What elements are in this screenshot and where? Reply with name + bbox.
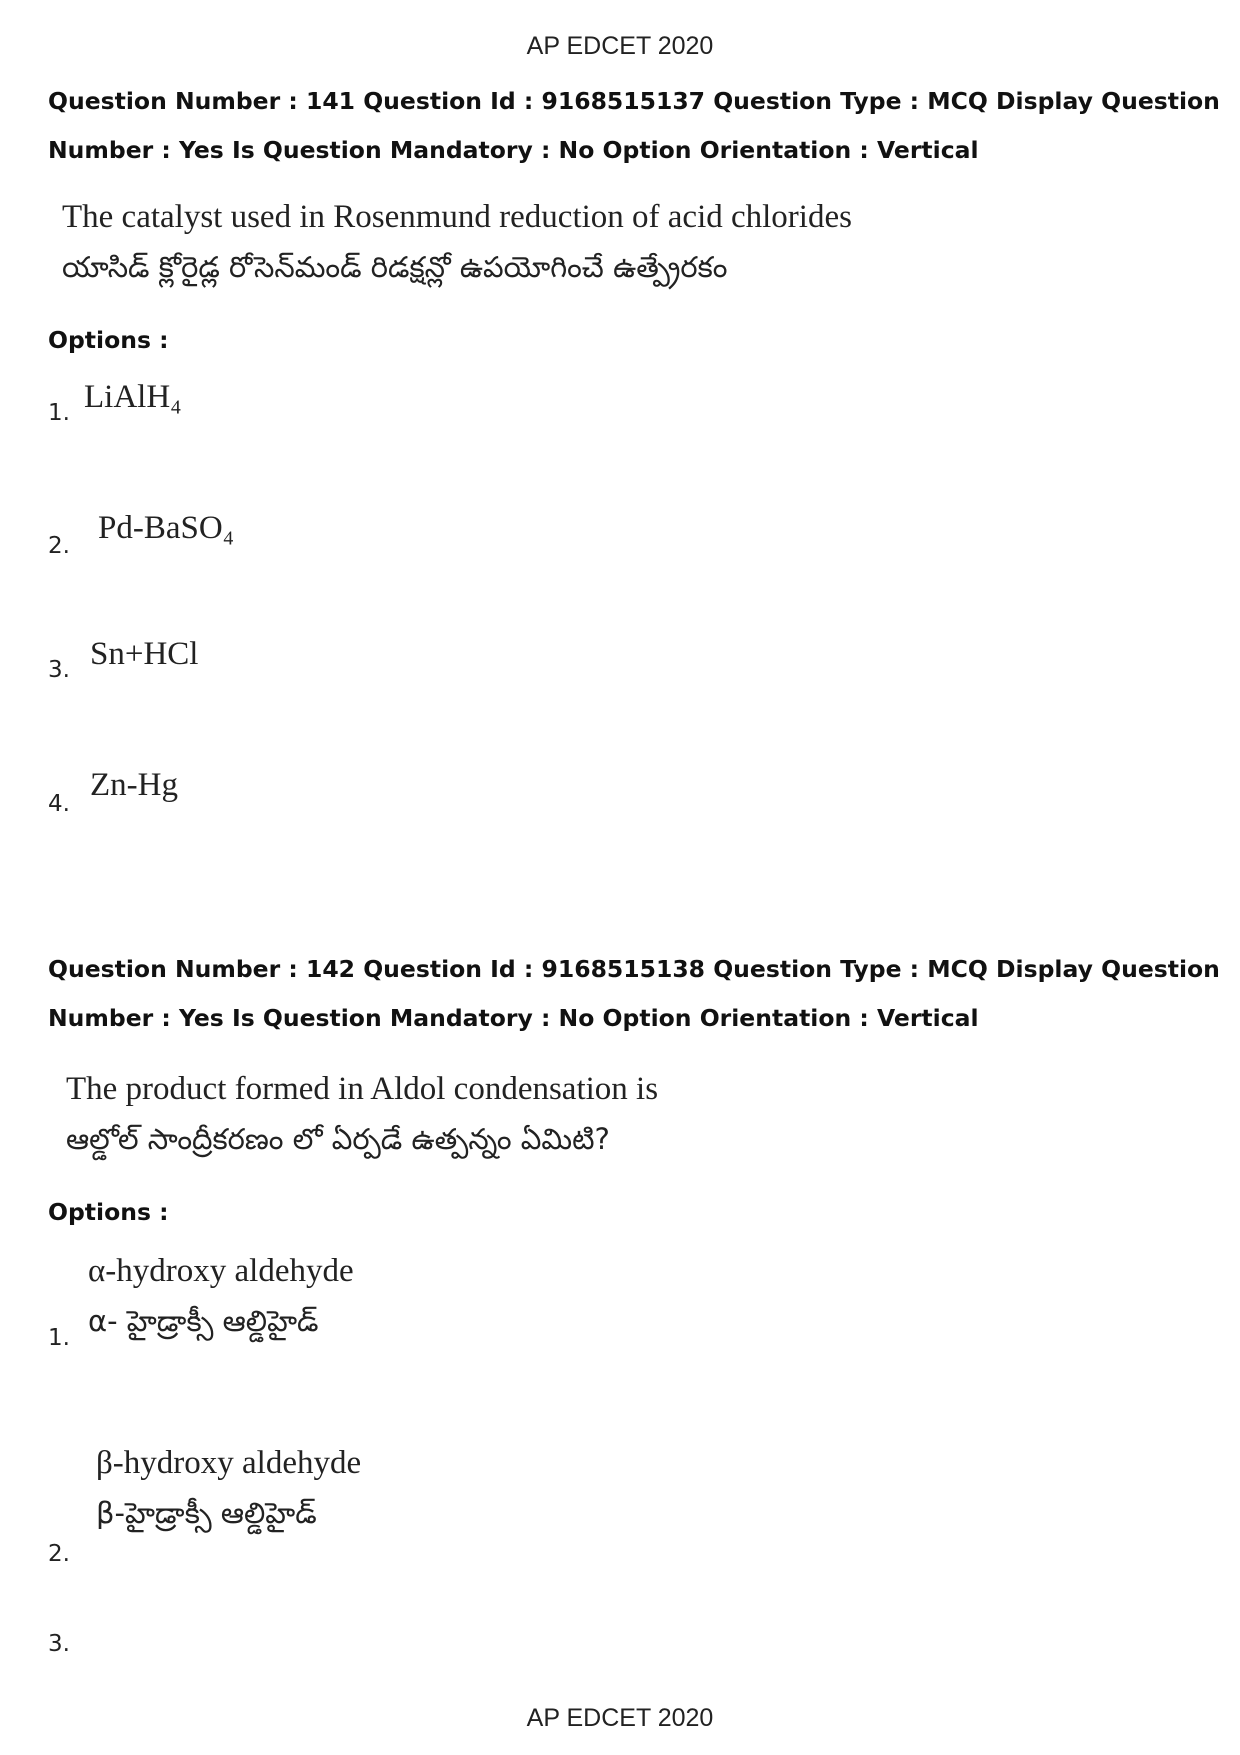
- option-number: 3.: [48, 657, 70, 683]
- option-number: 3.: [48, 1631, 70, 1657]
- question-meta-line: Number : Yes Is Question Mandatory : No Option Orientation : Vertical: [48, 136, 979, 164]
- option-number: 4.: [48, 791, 70, 817]
- option-text-english: α-hydroxy aldehyde: [88, 1253, 354, 1289]
- option-text-telugu: β-హైడ్రాక్సీ ఆల్డిహైడ్: [96, 1496, 317, 1530]
- option-value: LiAlH₄: [84, 379, 182, 415]
- options-label: Options :: [48, 326, 169, 354]
- option-text-english: β-hydroxy aldehyde: [96, 1445, 362, 1481]
- page-footer: AP EDCET 2020: [526, 1704, 714, 1732]
- option-number: 2.: [48, 533, 70, 559]
- option-value: Zn-Hg: [90, 767, 178, 803]
- question-text-english: The catalyst used in Rosenmund reduction of acid chlorides: [62, 199, 852, 235]
- question-142-text: [66, 1064, 658, 1164]
- option-value: [96, 1438, 361, 1538]
- option-number: 1.: [48, 400, 70, 426]
- options-label: Options :: [48, 1198, 169, 1226]
- option-text-telugu: α- హైడ్రాక్సీ ఆల్డిహైడ్: [88, 1304, 319, 1338]
- page-header: AP EDCET 2020: [526, 32, 714, 60]
- option-value: Pd-BaSO₄: [98, 510, 235, 546]
- question-141-meta: [48, 77, 1218, 175]
- option-number: 1.: [48, 1325, 70, 1351]
- question-meta-line: Question Number : 142 Question Id : 9168515138 Question Type : MCQ Display Question: [48, 955, 1220, 983]
- question-text-telugu: ఆల్డోల్ సాంద్రీకరణం లో ఏర్పడే ఉత్పన్నం ఏమిటి?: [66, 1122, 610, 1156]
- question-text-telugu: యాసిడ్ క్లోరైడ్ల రోసెన్‌మండ్ రిడక్షన్లో ఉపయోగించే ఉత్ప్రేరకం: [62, 250, 728, 284]
- question-141-text: [62, 192, 852, 292]
- question-meta-line: Number : Yes Is Question Mandatory : No Option Orientation : Vertical: [48, 1004, 979, 1032]
- question-meta-line: Question Number : 141 Question Id : 9168515137 Question Type : MCQ Display Question: [48, 87, 1220, 115]
- question-text-english: The product formed in Aldol condensation is: [66, 1071, 659, 1107]
- option-value: [88, 1246, 354, 1346]
- option-value: Sn+HCl: [90, 636, 199, 672]
- question-142-meta: [48, 945, 1218, 1043]
- option-number: 2.: [48, 1541, 70, 1567]
